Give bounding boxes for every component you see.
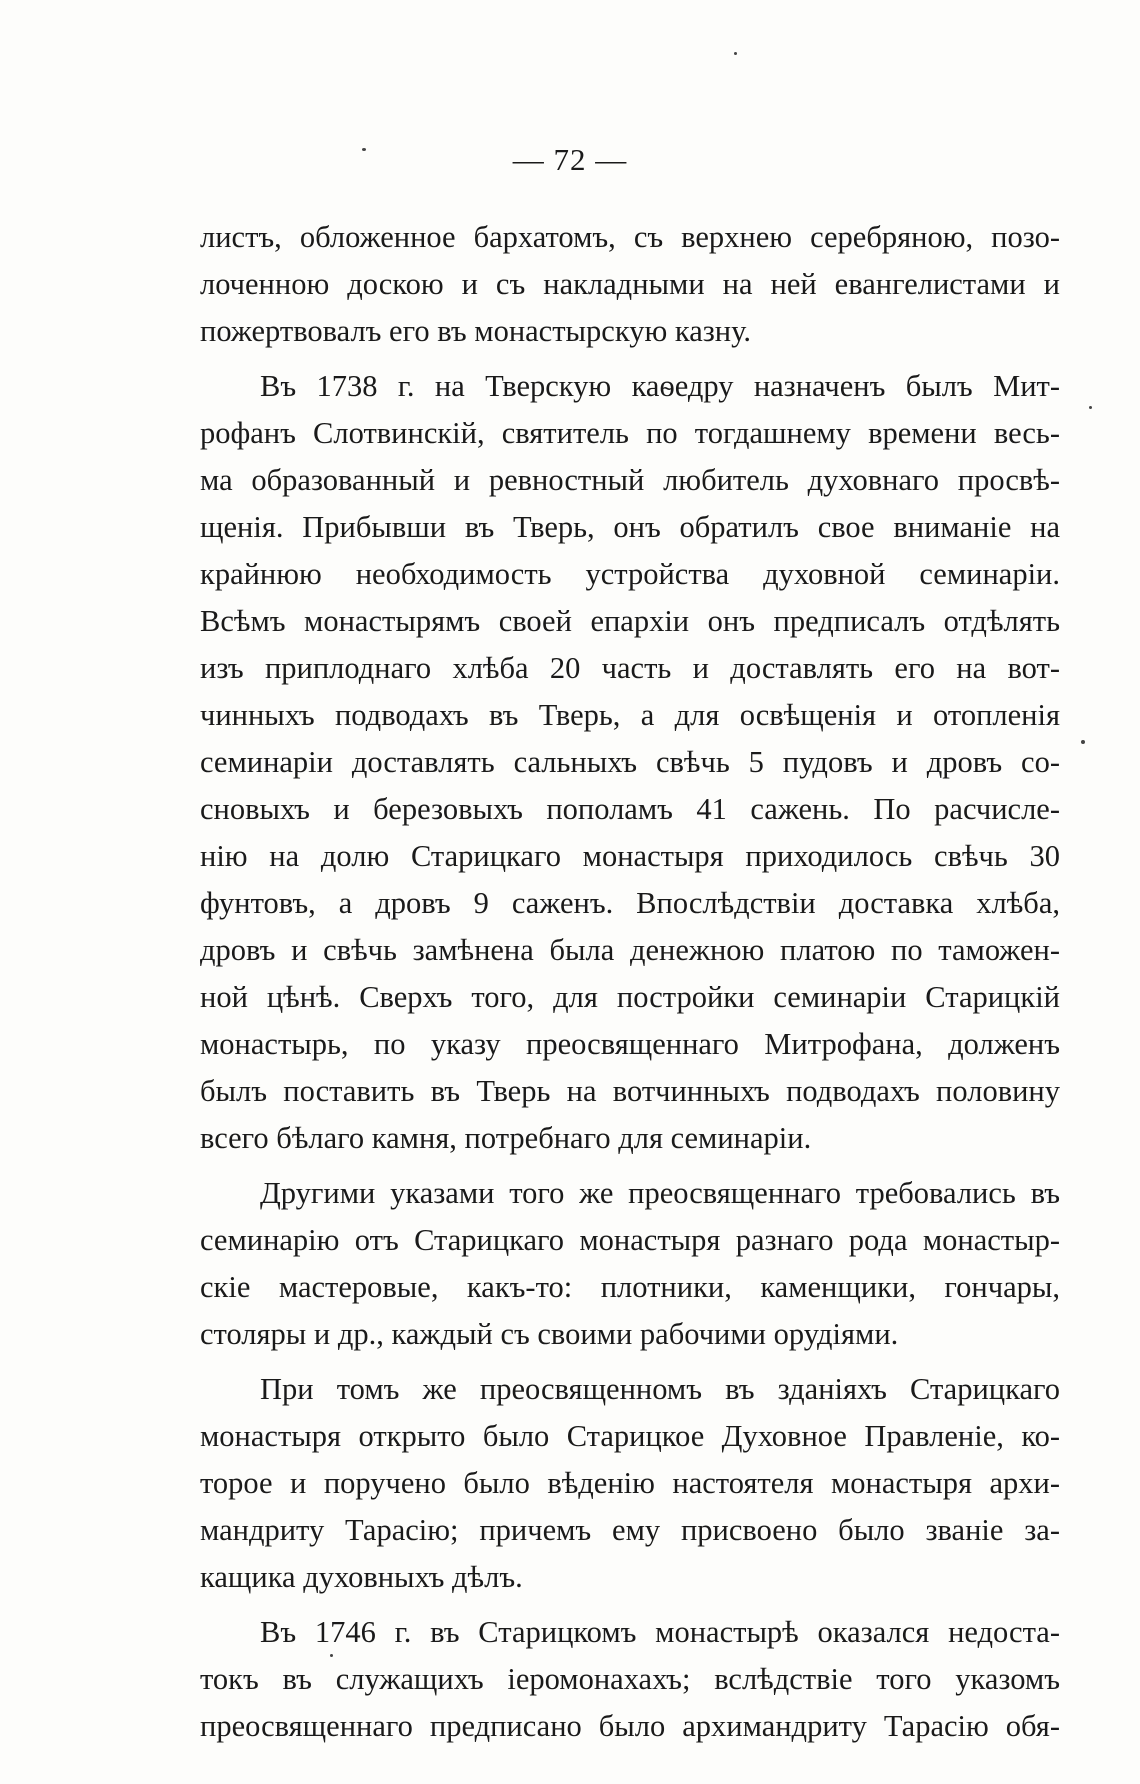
text-line: монастырь, по указу преосвященнаго Митрофана, долженъ xyxy=(200,1027,1060,1061)
text-line: Въ 1746 г. въ Старицкомъ монастырѣ оказался недоста- xyxy=(260,1615,1060,1649)
paragraph xyxy=(200,214,1060,355)
text-line: крайнюю необходимость устройства духовной семинаріи. xyxy=(200,557,1060,591)
paragraph xyxy=(200,1609,1060,1750)
page-number: — 72 — xyxy=(512,142,628,177)
text-line: столяры и др., каждый съ своими рабочими орудіями. xyxy=(200,1317,899,1351)
text-line: семинарію отъ Старицкаго монастыря разнаго рода монастыр- xyxy=(200,1223,1060,1257)
scan-speck xyxy=(734,52,737,55)
text-line: семинаріи доставлять сальныхъ свѣчь 5 пудовъ и дровъ со- xyxy=(200,745,1060,779)
text-line: Всѣмъ монастырямъ своей епархіи онъ предписалъ отдѣлять xyxy=(200,604,1060,638)
text-line: ной цѣнѣ. Сверхъ того, для постройки семинаріи Старицкій xyxy=(200,980,1060,1014)
text-line: Въ 1738 г. на Тверскую каѳедру назначенъ былъ Мит- xyxy=(260,369,1060,403)
text-line: токъ въ служащихъ іеромонахахъ; вслѣдствіе того указомъ xyxy=(200,1662,1060,1696)
scan-speck xyxy=(330,1654,333,1657)
text-line: Другими указами того же преосвященнаго требовались въ xyxy=(260,1176,1060,1210)
text-line: При томъ же преосвященномъ въ зданіяхъ Старицкаго xyxy=(260,1372,1060,1406)
paragraph xyxy=(200,1170,1060,1358)
text-line: монастыря открыто было Старицкое Духовное Правленіе, ко- xyxy=(200,1419,1060,1453)
text-line: рофанъ Слотвинскій, святитель по тогдашнему времени весь- xyxy=(200,416,1060,450)
body-text xyxy=(200,214,1060,1750)
text-line: дровъ и свѣчь замѣнена была денежною платою по таможен- xyxy=(200,933,1060,967)
text-line: нію на долю Старицкаго монастыря приходилось свѣчь 30 xyxy=(200,839,1060,873)
text-line: листъ, обложенное бархатомъ, съ верхнею серебряною, позо- xyxy=(200,220,1060,254)
scan-speck xyxy=(1081,740,1085,744)
text-line: преосвященнаго предписано было архимандриту Тарасію обя- xyxy=(200,1709,1060,1743)
text-line: чинныхъ подводахъ въ Тверь, а для освѣщенія и отопленія xyxy=(200,698,1060,732)
text-line: мандриту Тарасію; причемъ ему присвоено было званіе за- xyxy=(200,1513,1060,1547)
text-line: всего бѣлаго камня, потребнаго для семинаріи. xyxy=(200,1121,812,1155)
scan-speck xyxy=(1089,406,1092,409)
text-line: торое и поручено было вѣденію настоятеля монастыря архи- xyxy=(200,1466,1060,1500)
text-line: сновыхъ и березовыхъ пополамъ 41 сажень. По расчисле- xyxy=(200,792,1060,826)
text-line: фунтовъ, а дровъ 9 саженъ. Впослѣдствіи доставка хлѣба, xyxy=(200,886,1060,920)
text-line: щенія. Прибывши въ Тверь, онъ обратилъ свое вниманіе на xyxy=(200,510,1060,544)
text-line: пожертвовалъ его въ монастырскую казну. xyxy=(200,314,751,348)
paragraph xyxy=(200,363,1060,1162)
text-line: былъ поставить въ Тверь на вотчинныхъ подводахъ половину xyxy=(200,1074,1060,1108)
text-line: лоченною доскою и съ накладными на ней евангелистами и xyxy=(200,267,1060,301)
text-line: изъ приплоднаго хлѣба 20 часть и доставлять его на вот- xyxy=(200,651,1060,685)
scan-speck xyxy=(362,148,366,151)
text-line: ма образованный и ревностный любитель духовнаго просвѣ- xyxy=(200,463,1060,497)
paragraph xyxy=(200,1366,1060,1601)
text-line: скіе мастеровые, какъ-то: плотники, каменщики, гончары, xyxy=(200,1270,1060,1304)
text-line: кащика духовныхъ дѣлъ. xyxy=(200,1560,523,1594)
